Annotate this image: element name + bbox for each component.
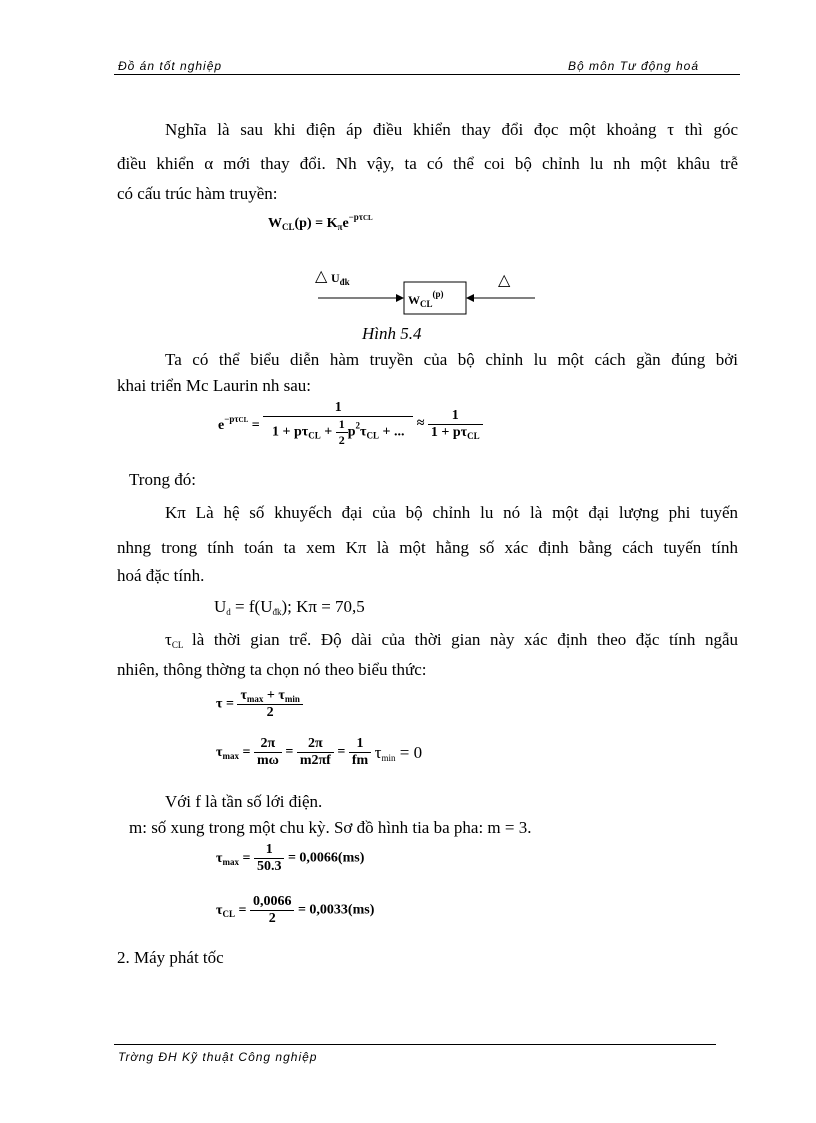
where-label: Trong đó: [129, 470, 196, 489]
footer-rule [114, 1044, 716, 1045]
tau-definition-equation: τ = $\frac{\tau_{max} + \tau_{min}}{2}$ [216, 688, 303, 721]
ud-equation: $U_d = f(U_{đk})$; Kπ = 70,5 [214, 597, 365, 617]
tau-max-value-equation: $\tau_{max}$ = $\frac{1}{50.3}$ = 0,0066(ms) [216, 842, 365, 874]
para-3-line-1: Kπ Là hệ số khuyếch đại của bộ chỉnh lu nó là một đại lượng phi tuyến [165, 503, 738, 522]
para-5-line-1: Với f là tần số lới điện. [165, 792, 323, 811]
delta-icon: △ [315, 266, 328, 285]
header-left: Đồ án tốt nghiệp [118, 59, 223, 73]
tau-cl-value-equation: $\tau_{CL}$ = $\frac{0,0066}{2}$ = 0,0033(ms) [216, 894, 375, 926]
para-2-line-2: khai triển Mc Laurin nh sau: [117, 376, 312, 395]
para-3-line-2: nhng trong tính toán ta xem Kπ là một hằng số xác định bằng cách tuyến tính [117, 538, 738, 557]
footer-text: Trờng ĐH Kỹ thuật Công nghiệp [118, 1050, 318, 1064]
transfer-function-equation: $W_{CL}(p) = K_\pi e^{-p\tau CL}$ [268, 212, 373, 232]
para-2-line-1: Ta có thể biểu diễn hàm truyền của bộ chỉnh lu một cách gần đúng bởi [165, 350, 738, 369]
para-5-line-2: m: số xung trong một chu kỳ. Sơ đồ hình tia ba pha: m = 3. [129, 818, 532, 837]
para-3-line-3: hoá đặc tính. [117, 566, 205, 585]
section-heading: 2. Máy phát tốc [117, 948, 224, 967]
para-1-line-3: có cấu trúc hàm truyền: [117, 184, 278, 203]
block-diagram [300, 266, 550, 318]
para-1-line-2: điều khiển α mới thay đổi. Nh vậy, ta có thể coi bộ chỉnh lu nh một khâu trễ [117, 154, 738, 173]
tau-cl-symbol: $\tau_{CL}$ [165, 630, 184, 650]
para-4-line-1: là thời gian trể. Độ dài của thời gian này xác định theo đặc tính ngẫu [192, 630, 738, 649]
block-input-label: $U_{đk}$ [331, 271, 350, 287]
para-4-line-2: nhiên, thông thờng ta chọn nó theo biểu thức: [117, 660, 427, 679]
delta-icon-right: △ [498, 270, 511, 289]
figure-caption: Hình 5.4 [362, 324, 422, 343]
para-1-line-1: Nghĩa là sau khi điện áp điều khiển thay đổi đọc một khoảng τ thì góc [165, 120, 738, 139]
header-rule [114, 74, 740, 75]
header-right: Bộ môn Tư động hoá [568, 59, 700, 73]
tau-max-equation: $\tau_{max}$ = $\frac{2\pi}{m\omega}$ = $\frac{2\pi}{m2\pi f}$ = $\frac{1}{fm}$ $\tau_{min} = 0$ [216, 736, 423, 768]
mclaurin-equation: $e^{-p\tau CL}$ = 1 $1 + p\tau_{CL}$ + $\frac{1}{2}$ $p^2\tau_{CL}$ + ... ≈ $\frac{1}{1 + p\tau_{CL}}$ [218, 400, 483, 448]
block-label: $W_{CL}^{(p)}$ [408, 289, 444, 309]
